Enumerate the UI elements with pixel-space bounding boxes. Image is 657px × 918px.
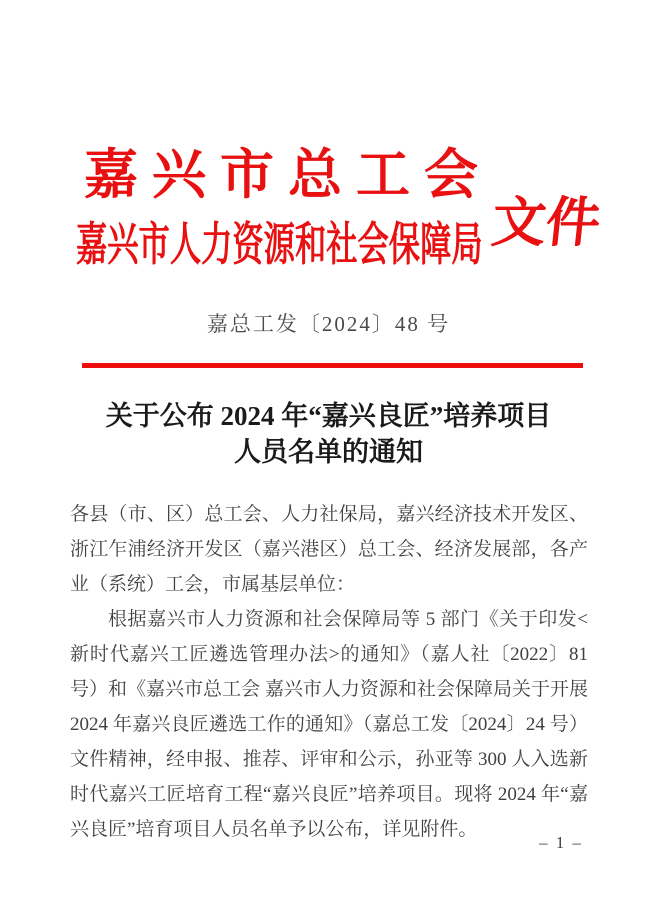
body-paragraph-recipients: 各县（市、区）总工会、人力社保局，嘉兴经济技术开发区、浙江乍浦经济开发区（嘉兴港区）总工会、经济发展部，各产业（系统）工会，市属基层单位： [70,504,588,595]
document-title-line2: 人员名单的通知 [234,437,423,467]
document-number: 嘉总工发〔2024〕48 号 [206,312,451,336]
letterhead-divider-rule [82,363,583,368]
letterhead-doc-type-label: 文件 [488,193,604,253]
document-body [70,497,588,847]
page-number: – 1 – [539,833,583,852]
body-paragraph-main: 根据嘉兴市人力资源和社会保障局等 5 部门《关于印发<新时代嘉兴工匠遴选管理办法>的通知》（嘉人社〔2022〕81 号）和《嘉兴市总工会 嘉兴市人力资源和社会保障局关于开展 2024 年嘉兴良匠遴选工作的通知》（嘉总工发〔2024〕24 号）文件精神，经申报、推荐、评审和公示，孙亚等 300 人入选新时代嘉兴工匠培育工程“嘉兴良匠”培养项目。现将 2024 年“嘉兴良匠”培育项目人员名单予以公布，详见附件。 [70,609,588,840]
letterhead-org-line1: 嘉兴市总工会 [84,145,492,205]
letterhead-org-line2: 嘉兴市人力资源和社会保障局 [76,219,483,270]
document-title-line1: 关于公布 2024 年“嘉兴良匠”培养项目 [105,401,552,431]
document-title [0,398,657,470]
